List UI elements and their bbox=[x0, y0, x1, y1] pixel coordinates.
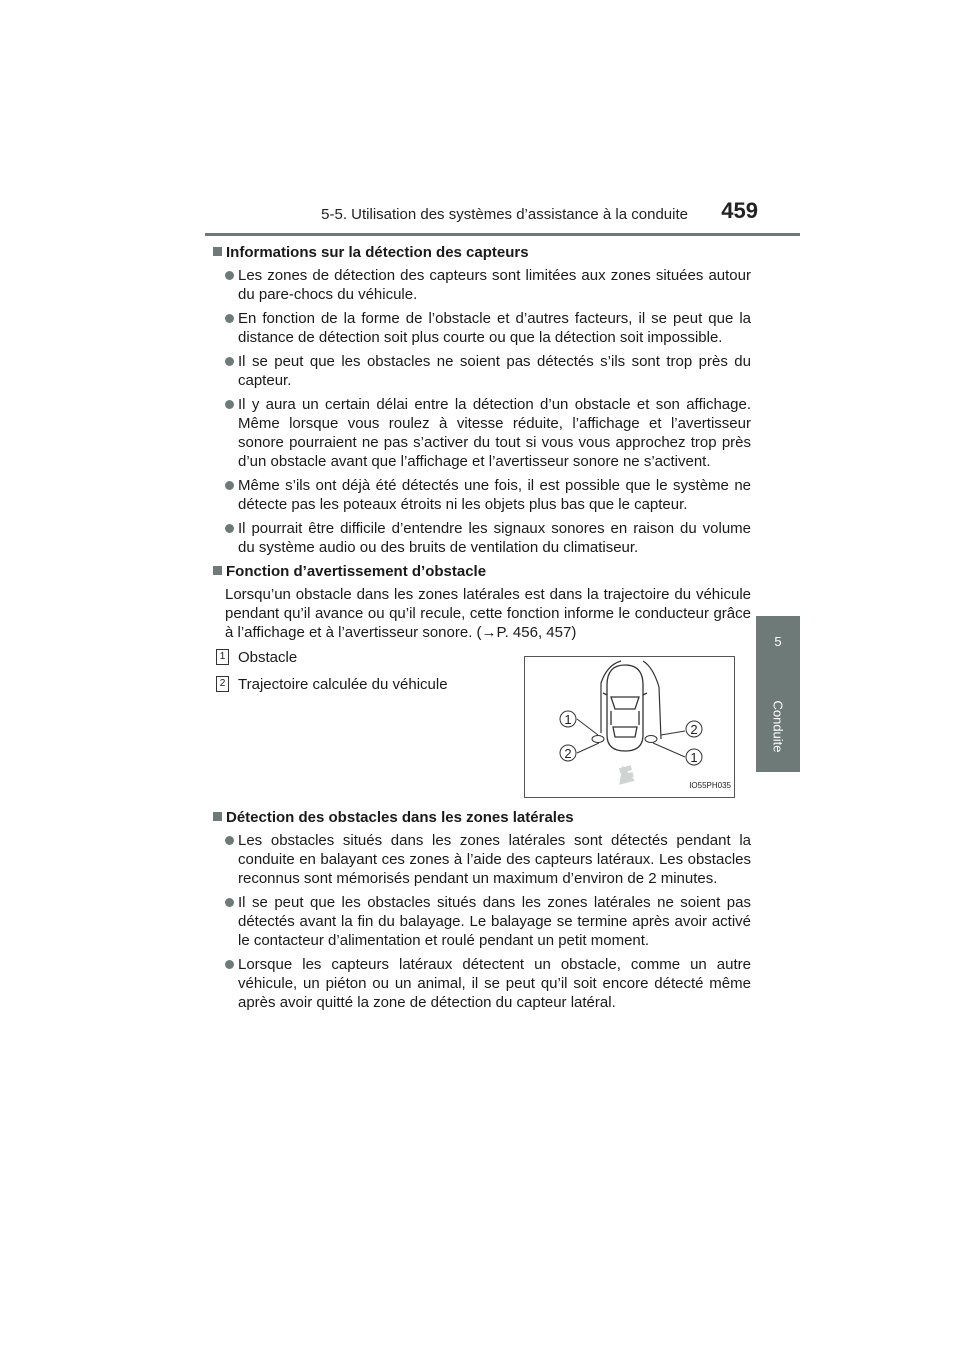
square-bullet-icon bbox=[213, 247, 222, 256]
legend-label: Obstacle bbox=[238, 649, 298, 666]
list-item: Il se peut que les obstacles situés dans les zones latérales ne soient pas détectés avant la fin du balayage. Le balayage se termine après avoir activé le contacteur d’alimentation et roulé pendant un petit moment. bbox=[213, 893, 751, 950]
page-number: 459 bbox=[721, 198, 758, 223]
page-content bbox=[213, 243, 751, 1017]
square-bullet-icon bbox=[213, 566, 222, 575]
running-header: 5-5. Utilisation des systèmes d’assistance à la conduite bbox=[321, 206, 688, 223]
callout-label: 1 bbox=[690, 750, 698, 765]
list-item: Lorsque les capteurs latéraux détectent un obstacle, comme un autre véhicule, un piéton ou un animal, il se peut qu’il soit encore détecté même après avoir quitté la zone de détection du capteur latéral. bbox=[213, 955, 751, 1012]
header-divider bbox=[205, 233, 800, 236]
reverse-arrow-icon bbox=[615, 763, 635, 785]
section-heading: Fonction d’avertissement d’obstacle bbox=[213, 562, 751, 581]
callout-label: 2 bbox=[564, 746, 572, 761]
figure-code: IO55PH035 bbox=[689, 781, 731, 790]
round-bullet-icon bbox=[225, 357, 234, 366]
list-item: En fonction de la forme de l’obstacle et d’autres facteurs, il se peut que la distance de détection soit plus courte ou que la détection soit impossible. bbox=[213, 309, 751, 347]
section-heading: Informations sur la détection des capteurs bbox=[213, 243, 751, 262]
legend-number: 1 bbox=[216, 649, 229, 665]
list-item: Même s’ils ont déjà été détectés une fois, il est possible que le système ne détecte pas les poteaux étroits ni les objets plus bas que le capteur. bbox=[213, 476, 751, 514]
obstacle-icon bbox=[645, 736, 657, 743]
figure-block bbox=[213, 648, 751, 808]
car-icon bbox=[603, 665, 647, 751]
round-bullet-icon bbox=[225, 481, 234, 490]
legend-item bbox=[213, 675, 448, 695]
callout-label: 1 bbox=[564, 712, 572, 727]
vehicle-diagram bbox=[524, 656, 735, 798]
list-item: Les zones de détection des capteurs sont limitées aux zones situées autour du pare-chocs du véhicule. bbox=[213, 266, 751, 304]
chapter-tab bbox=[756, 616, 800, 772]
trajectory-line bbox=[643, 661, 661, 739]
list-item: Les obstacles situés dans les zones latérales sont détectés pendant la conduite en balayant ces zones à l’aide des capteurs latéraux. Les obstacles reconnus sont mémorisés pendant un maximum d’environ de 2 minutes. bbox=[213, 831, 751, 888]
callout-label: 2 bbox=[690, 722, 698, 737]
list-item: Il se peut que les obstacles ne soient pas détectés s’ils sont trop près du capteur. bbox=[213, 352, 751, 390]
legend-item bbox=[213, 648, 297, 668]
chapter-label: Conduite bbox=[770, 699, 786, 753]
legend-label: Trajectoire calculée du véhicule bbox=[238, 676, 448, 693]
round-bullet-icon bbox=[225, 400, 234, 409]
round-bullet-icon bbox=[225, 960, 234, 969]
round-bullet-icon bbox=[225, 271, 234, 280]
list-item: Il y aura un certain délai entre la détection d’un obstacle et son affichage. Même lorsque vous roulez à vitesse réduite, l’affichage et l’avertisseur sonore pourraient ne pas s’activer du tout si vous vous approchez trop près d’un obstacle avant que l’affichage et l’avertisseur sonore ne s’activent. bbox=[213, 395, 751, 471]
legend-number: 2 bbox=[216, 676, 229, 692]
chapter-number: 5 bbox=[774, 634, 782, 649]
section-heading: Détection des obstacles dans les zones latérales bbox=[213, 808, 751, 827]
round-bullet-icon bbox=[225, 898, 234, 907]
round-bullet-icon bbox=[225, 836, 234, 845]
round-bullet-icon bbox=[225, 314, 234, 323]
obstacle-icon bbox=[592, 736, 604, 743]
square-bullet-icon bbox=[213, 812, 222, 821]
list-item: Il pourrait être difficile d’entendre les signaux sonores en raison du volume du système audio ou des bruits de ventilation du climatiseur. bbox=[213, 519, 751, 557]
section-paragraph: Lorsqu’un obstacle dans les zones latérales est dans la trajectoire du véhicule pendant qu’il avance ou qu’il recule, cette fonction informe le conducteur grâce à l’affichage et à l’avertisseur sonore. (→P. 456, 457) bbox=[225, 586, 751, 641]
round-bullet-icon bbox=[225, 524, 234, 533]
